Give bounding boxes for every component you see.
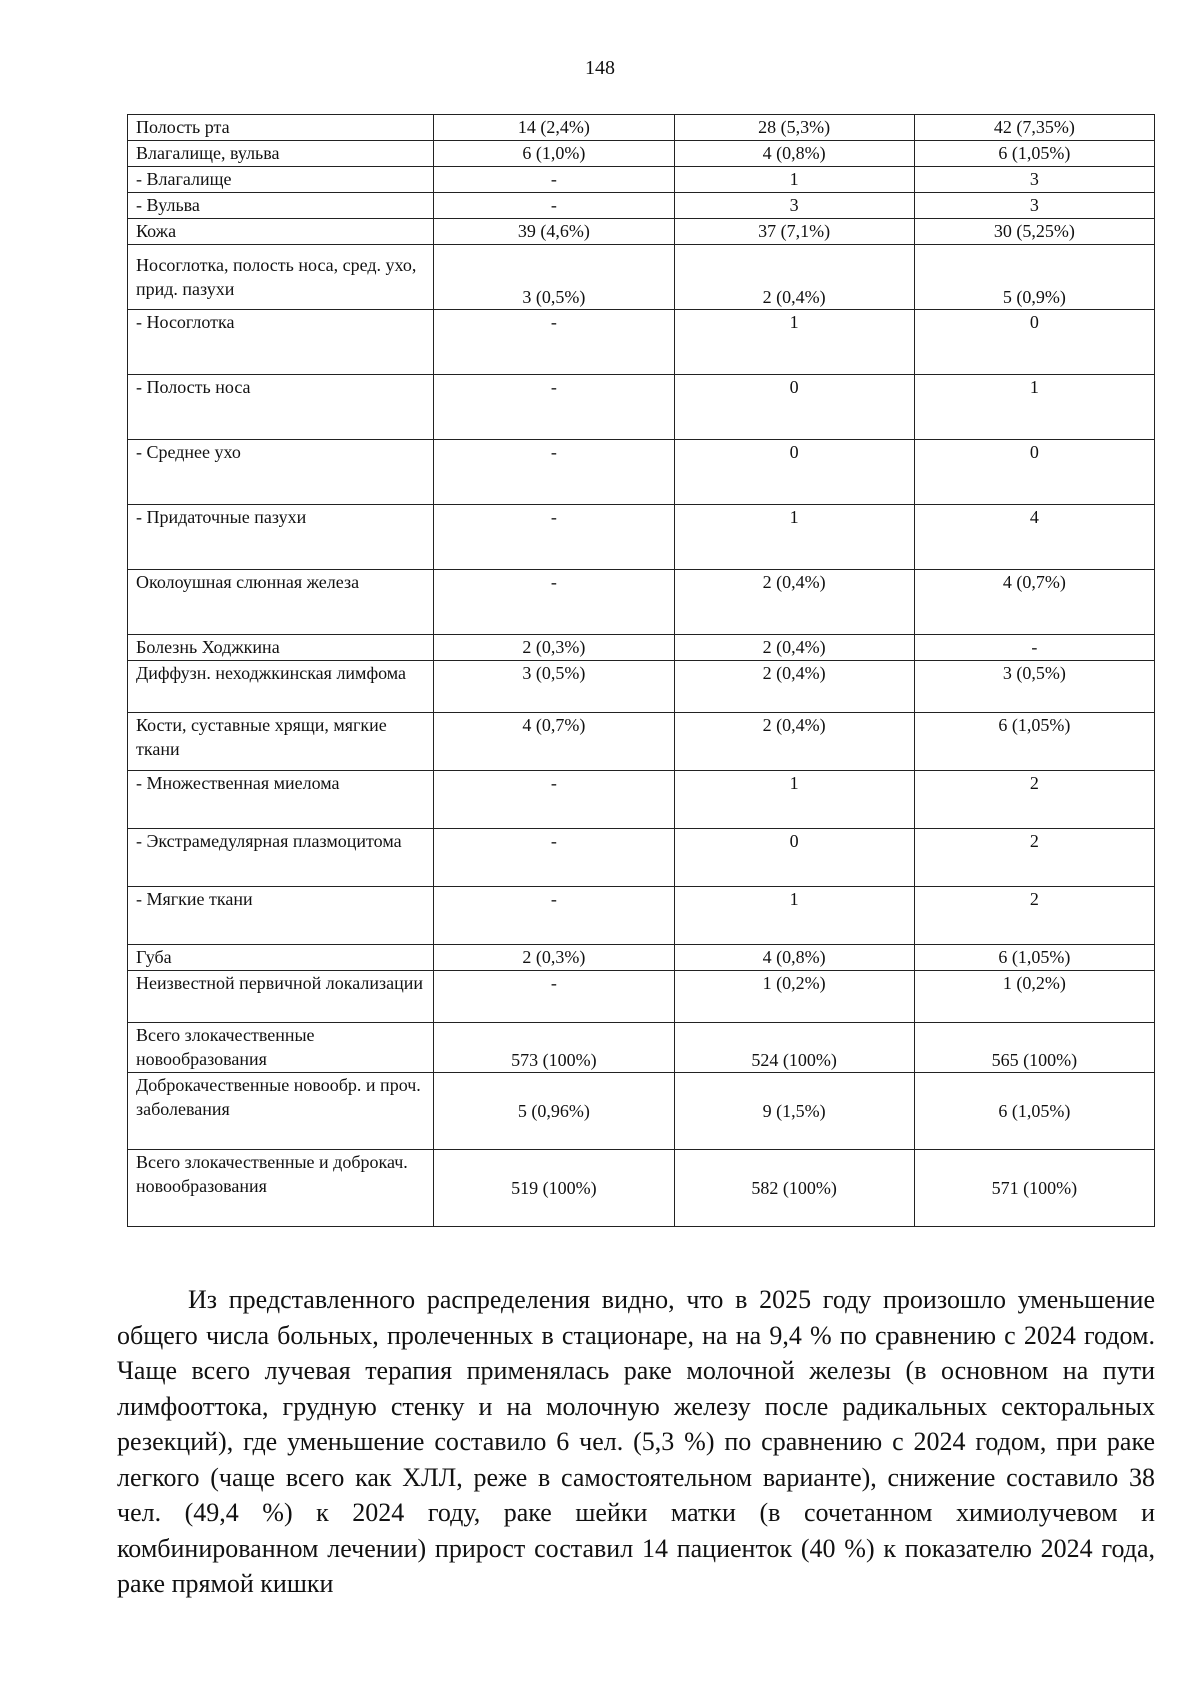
cell-value: 14 (2,4%) bbox=[434, 115, 674, 141]
cell-value: 524 (100%) bbox=[674, 1023, 914, 1073]
cell-value: 2 (0,4%) bbox=[674, 713, 914, 771]
cell-value: 0 bbox=[674, 829, 914, 887]
row-label: - Мягкие ткани bbox=[128, 887, 434, 945]
cell-value: 39 (4,6%) bbox=[434, 219, 674, 245]
cell-value: 2 bbox=[914, 829, 1154, 887]
cell-value: 0 bbox=[914, 440, 1154, 505]
cell-value: 30 (5,25%) bbox=[914, 219, 1154, 245]
row-label: Носоглотка, полость носа, сред. ухо, прид. пазухи bbox=[128, 245, 434, 310]
cell-value: 2 (0,4%) bbox=[674, 635, 914, 661]
row-label: - Влагалище bbox=[128, 167, 434, 193]
cell-value: - bbox=[434, 829, 674, 887]
cell-value: 519 (100%) bbox=[434, 1150, 674, 1227]
cell-value: 6 (1,05%) bbox=[914, 1073, 1154, 1150]
table-row bbox=[128, 1150, 1155, 1227]
table-row bbox=[128, 771, 1155, 829]
cell-value: 4 (0,7%) bbox=[914, 570, 1154, 635]
cell-value: 6 (1,05%) bbox=[914, 945, 1154, 971]
radiotherapy-distribution-table bbox=[127, 114, 1155, 1227]
row-label: - Полость носа bbox=[128, 375, 434, 440]
cell-value: 42 (7,35%) bbox=[914, 115, 1154, 141]
cell-value: 4 (0,7%) bbox=[434, 713, 674, 771]
cell-value: 6 (1,0%) bbox=[434, 141, 674, 167]
cell-value: 2 (0,4%) bbox=[674, 245, 914, 310]
cell-value: 5 (0,96%) bbox=[434, 1073, 674, 1150]
row-label: Влагалище, вульва bbox=[128, 141, 434, 167]
row-label: Околоушная слюнная железа bbox=[128, 570, 434, 635]
table-row bbox=[128, 505, 1155, 570]
cell-value: 1 (0,2%) bbox=[914, 971, 1154, 1023]
table-row bbox=[128, 635, 1155, 661]
cell-value: 2 (0,4%) bbox=[674, 661, 914, 713]
cell-value: 3 (0,5%) bbox=[434, 245, 674, 310]
cell-value: 28 (5,3%) bbox=[674, 115, 914, 141]
row-label: - Носоглотка bbox=[128, 310, 434, 375]
cell-value: 2 (0,3%) bbox=[434, 945, 674, 971]
row-label: Неизвестной первичной локализации bbox=[128, 971, 434, 1023]
cell-value: 9 (1,5%) bbox=[674, 1073, 914, 1150]
table-row bbox=[128, 661, 1155, 713]
table-row bbox=[128, 310, 1155, 375]
cell-value: - bbox=[434, 193, 674, 219]
cell-value: 1 bbox=[674, 771, 914, 829]
cell-value: 1 bbox=[674, 887, 914, 945]
cell-value: 571 (100%) bbox=[914, 1150, 1154, 1227]
row-label: - Экстрамедулярная плазмоцитома bbox=[128, 829, 434, 887]
row-label: Диффузн. неходжкинская лимфома bbox=[128, 661, 434, 713]
table-row bbox=[128, 570, 1155, 635]
cell-value: 37 (7,1%) bbox=[674, 219, 914, 245]
row-label: Всего злокачественные новообразования bbox=[128, 1023, 434, 1073]
table-row bbox=[128, 115, 1155, 141]
cell-value: 2 (0,3%) bbox=[434, 635, 674, 661]
cell-value: 2 (0,4%) bbox=[674, 570, 914, 635]
table-row bbox=[128, 1023, 1155, 1073]
cell-value: - bbox=[434, 440, 674, 505]
cell-value: - bbox=[434, 887, 674, 945]
cell-value: 4 bbox=[914, 505, 1154, 570]
cell-value: 3 bbox=[914, 193, 1154, 219]
cell-value: 6 (1,05%) bbox=[914, 713, 1154, 771]
cell-value: 582 (100%) bbox=[674, 1150, 914, 1227]
cell-value: - bbox=[434, 971, 674, 1023]
page-number: 148 bbox=[585, 57, 615, 79]
table-row bbox=[128, 440, 1155, 505]
table-row bbox=[128, 219, 1155, 245]
cell-value: - bbox=[434, 167, 674, 193]
table-row bbox=[128, 193, 1155, 219]
row-label: Всего злокачественные и доброкач. новообразования bbox=[128, 1150, 434, 1227]
cell-value: 3 (0,5%) bbox=[914, 661, 1154, 713]
cell-value: - bbox=[914, 635, 1154, 661]
row-label: Болезнь Ходжкина bbox=[128, 635, 434, 661]
row-label: Полость рта bbox=[128, 115, 434, 141]
cell-value: - bbox=[434, 505, 674, 570]
row-label: - Среднее ухо bbox=[128, 440, 434, 505]
table-row bbox=[128, 713, 1155, 771]
cell-value: 3 bbox=[674, 193, 914, 219]
row-label: Кожа bbox=[128, 219, 434, 245]
cell-value: 5 (0,9%) bbox=[914, 245, 1154, 310]
cell-value: 1 (0,2%) bbox=[674, 971, 914, 1023]
table-row bbox=[128, 141, 1155, 167]
cell-value: 565 (100%) bbox=[914, 1023, 1154, 1073]
cell-value: 0 bbox=[674, 375, 914, 440]
row-label: Губа bbox=[128, 945, 434, 971]
cell-value: 4 (0,8%) bbox=[674, 945, 914, 971]
table-row bbox=[128, 245, 1155, 310]
row-label: - Придаточные пазухи bbox=[128, 505, 434, 570]
cell-value: 4 (0,8%) bbox=[674, 141, 914, 167]
table-row bbox=[128, 1073, 1155, 1150]
table-row bbox=[128, 887, 1155, 945]
row-label: - Вульва bbox=[128, 193, 434, 219]
row-label: Кости, суставные хрящи, мягкие ткани bbox=[128, 713, 434, 771]
cell-value: 1 bbox=[674, 167, 914, 193]
table-row bbox=[128, 167, 1155, 193]
cell-value: - bbox=[434, 570, 674, 635]
row-label: Доброкачественные новообр. и проч. заболевания bbox=[128, 1073, 434, 1150]
cell-value: 2 bbox=[914, 887, 1154, 945]
table-row bbox=[128, 829, 1155, 887]
row-label: - Множественная миелома bbox=[128, 771, 434, 829]
cell-value: 573 (100%) bbox=[434, 1023, 674, 1073]
table-row bbox=[128, 971, 1155, 1023]
cell-value: - bbox=[434, 771, 674, 829]
body-paragraph: Из представленного распределения видно, что в 2025 году произошло уменьшение общего числа больных, пролеченных в стационаре, на на 9,4 % по сравнению с 2024 годом. Чаще всего лучевая терапия применялась раке молочной железы (в основном на пути лимфооттока, грудную стенку и на молочную железу после радикальных секторальных резекций), где уменьшение составило 6 чел. (5,3 %) по сравнению с 2024 годом, при раке легкого (чаще всего как ХЛЛ, реже в самостоятельном варианте), снижение составило 38 чел. (49,4 %) к 2024 году, раке шейки матки (в сочетанном химиолучевом и комбинированном лечении) прирост составил 14 пациенток (40 %) к показателю 2024 года, раке прямой кишки bbox=[117, 1285, 1155, 1598]
cell-value: - bbox=[434, 310, 674, 375]
cell-value: 1 bbox=[674, 505, 914, 570]
cell-value: 3 (0,5%) bbox=[434, 661, 674, 713]
table-row bbox=[128, 945, 1155, 971]
cell-value: 1 bbox=[914, 375, 1154, 440]
cell-value: 1 bbox=[674, 310, 914, 375]
cell-value: 0 bbox=[674, 440, 914, 505]
cell-value: 0 bbox=[914, 310, 1154, 375]
cell-value: 3 bbox=[914, 167, 1154, 193]
cell-value: 2 bbox=[914, 771, 1154, 829]
cell-value: 6 (1,05%) bbox=[914, 141, 1154, 167]
cell-value: - bbox=[434, 375, 674, 440]
table-row bbox=[128, 375, 1155, 440]
